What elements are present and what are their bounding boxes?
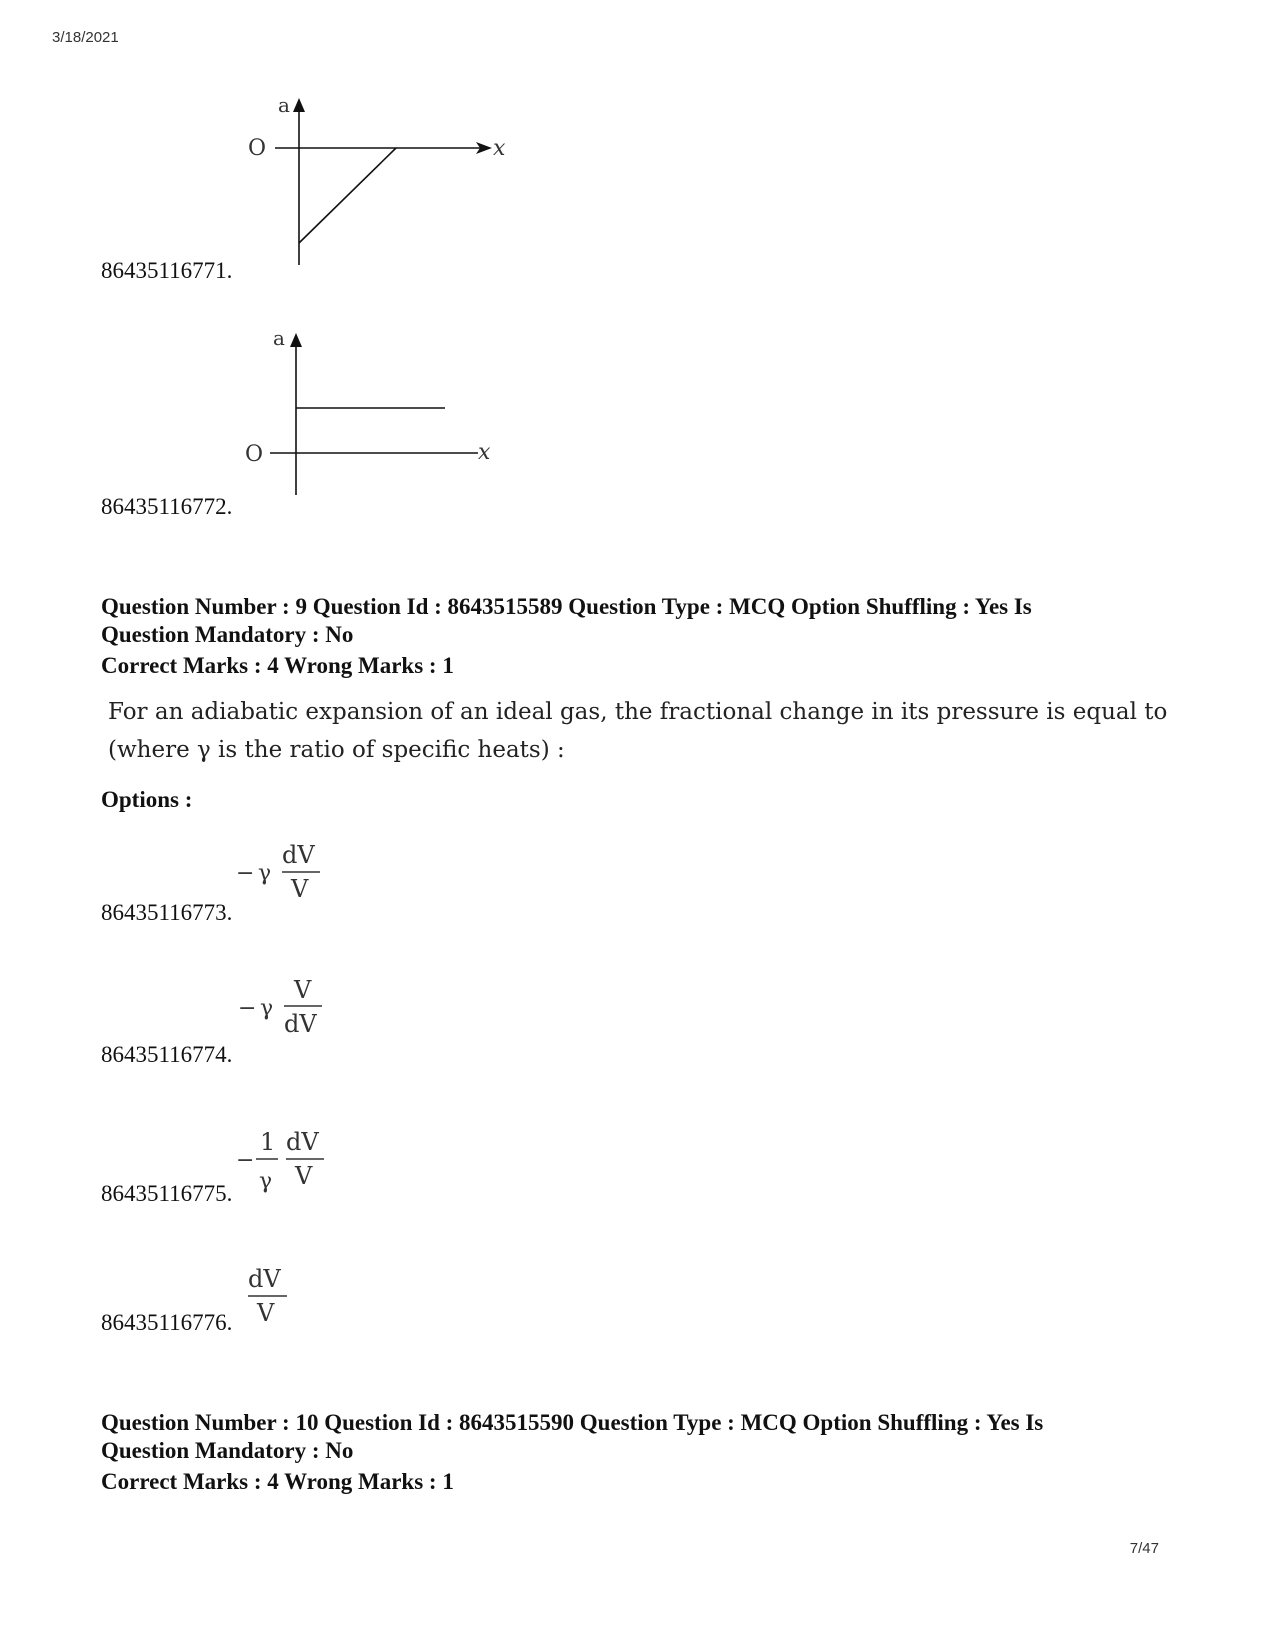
numerator-one: 1: [260, 1128, 276, 1156]
print-date: 3/18/2021: [52, 29, 119, 46]
minus-sign: −: [236, 861, 255, 886]
question-10-header: [101, 1409, 1181, 1465]
numerator: V: [294, 976, 312, 1004]
option-formula-3: [232, 1122, 342, 1197]
option-formula-2: [232, 970, 342, 1040]
question-10-marks: Correct Marks : 4 Wrong Marks : 1: [101, 1469, 454, 1494]
option-id: 86435116772.: [101, 494, 233, 519]
denominator: V: [257, 1299, 275, 1327]
numerator: dV: [282, 841, 315, 869]
minus-sign: −: [238, 996, 257, 1021]
gamma-symbol: γ: [259, 1169, 273, 1194]
gamma-symbol: γ: [258, 861, 272, 886]
minus-sign: −: [236, 1148, 255, 1173]
option-formula-4: [240, 1255, 310, 1335]
graph-option-1: [240, 90, 520, 275]
question-9-text-line1: For an adiabatic expansion of an ideal gas, the fractional change in its pressure is equal to: [108, 699, 1168, 725]
y-axis-label: a: [273, 326, 285, 350]
origin-label: O: [248, 136, 267, 161]
denominator: V: [295, 1162, 313, 1190]
question-9-header-line1: Question Number : 9 Question Id : 8643515589 Question Type : MCQ Option Shuffling : Yes Is: [101, 594, 1032, 619]
y-axis-label: a: [278, 93, 290, 117]
page-number: 7/47: [1129, 1540, 1159, 1557]
denominator: dV: [284, 1010, 317, 1038]
plot-line: [299, 148, 396, 243]
numerator: dV: [248, 1265, 281, 1293]
origin-label: O: [245, 442, 264, 467]
question-10-header-line1: Question Number : 10 Question Id : 8643515590 Question Type : MCQ Option Shuffling : Yes Is: [101, 1410, 1044, 1435]
question-9-marks: Correct Marks : 4 Wrong Marks : 1: [101, 653, 454, 678]
numerator: dV: [286, 1128, 319, 1156]
graph-option-2: [240, 325, 520, 505]
options-label: Options :: [101, 787, 193, 812]
question-9-text: [108, 693, 1198, 769]
option-id: 86435116773.: [101, 900, 233, 925]
question-9-header: [101, 593, 1181, 649]
gamma-symbol: γ: [260, 996, 274, 1021]
question-10-header-line2: Question Mandatory : No: [101, 1438, 354, 1463]
option-id: 86435116774.: [101, 1042, 233, 1067]
question-9-text-line2: (where γ is the ratio of specific heats) :: [108, 737, 565, 763]
option-id: 86435116776.: [101, 1310, 233, 1335]
x-axis-label: x: [478, 440, 491, 465]
denominator: V: [291, 875, 309, 903]
question-9-header-line2: Question Mandatory : No: [101, 622, 354, 647]
option-id: 86435116775.: [101, 1181, 233, 1206]
option-formula-1: [232, 835, 342, 905]
option-id: 86435116771.: [101, 258, 233, 283]
x-axis-label: x: [493, 136, 506, 161]
